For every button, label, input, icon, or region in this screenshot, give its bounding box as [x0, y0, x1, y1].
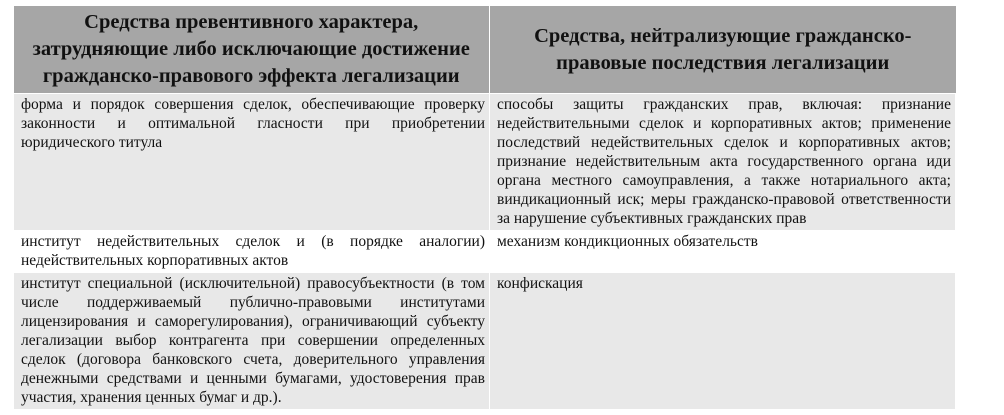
table-cell: способы защиты гражданских прав, включая: признание недействительными сделок и корпоративных актов; применение последствий недействительных сделок и корпоративных актов; признание недействительным акта государственного органа иди органа местного самоуправления, а также нотариального акта; виндикационный иск; меры гражданско-правовой ответственности за нарушение субъективных гражданских прав [490, 94, 956, 231]
table-row [14, 273, 956, 410]
legalization-means-table [13, 6, 956, 410]
header-neutralizing-means: Средства, нейтрализующие гражданско-правовые последствия легализации [490, 6, 956, 94]
table-header-row [14, 6, 956, 94]
table-cell: институт специальной (исключительной) правосубъектности (в том числе поддерживаемый публично-правовыми институтами лицензирования и саморегулирования), ограничивающий субъекту легализации выбор контрагента при совершении определенных сделок (договора банковского счета, доверительного управления денежными средствами и ценными бумагами, удостоверения прав участия, хранения ценных бумаг и др.). [14, 273, 490, 410]
table-cell: механизм кондикционных обязательств [490, 231, 956, 273]
header-preventive-means: Средства превентивного характера, затрудняющие либо исключающие достижение гражданско-правового эффекта легализации [14, 6, 490, 94]
table-cell: институт недействительных сделок и (в порядке аналогии) недействительных корпоративных актов [14, 231, 490, 273]
table-row [14, 231, 956, 273]
table-cell: конфискация [490, 273, 956, 410]
table-row [14, 94, 956, 231]
table-cell: форма и порядок совершения сделок, обеспечивающие проверку законности и оптимальной гласности при приобретении юридического титула [14, 94, 490, 231]
